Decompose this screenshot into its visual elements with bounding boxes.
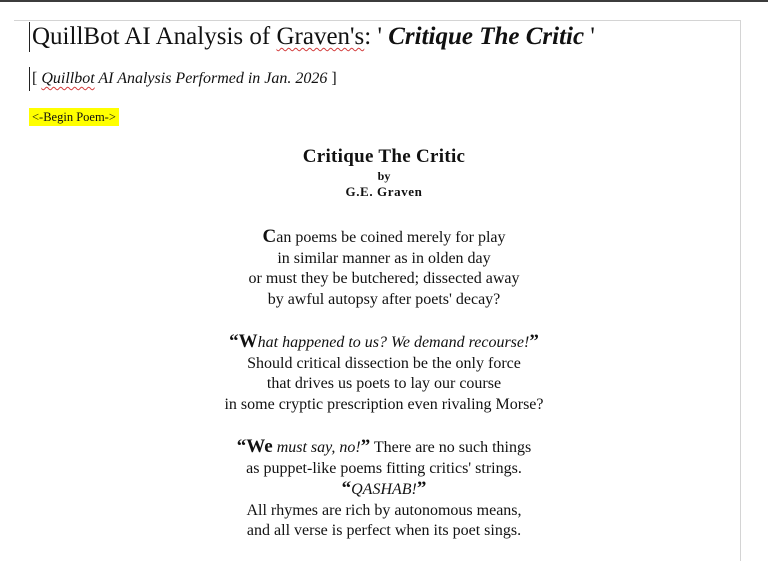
title-prefix: QuillBot AI Analysis of — [32, 23, 277, 50]
stanza-1 — [0, 227, 768, 310]
stanza-2-line-2: Should critical dissection be the only force — [247, 354, 521, 372]
title-poem-name: Critique The Critic — [388, 23, 585, 50]
note-close-bracket: ] — [327, 70, 337, 87]
stanza-2 — [0, 332, 768, 415]
stanza-3-line-5: and all verse is perfect when its poet sings. — [246, 522, 522, 539]
stanza-3-line-2: as puppet-like poems fitting critics' strings. — [246, 459, 522, 477]
stanza-3-line-1: “We must say, no!” There are no such things — [236, 436, 532, 457]
document-title[interactable] — [32, 22, 595, 52]
analysis-note[interactable] — [32, 69, 337, 89]
stanza-3-line-4: All rhymes are rich by autonomous means, — [246, 501, 522, 519]
stanza-1-line-3: or must they be butchered; dissected away — [248, 270, 520, 287]
text-cursor — [29, 22, 30, 52]
note-open-bracket: [ — [32, 70, 42, 87]
note-text: AI Analysis Performed in Jan. 2026 — [94, 70, 328, 87]
text-cursor-line — [29, 67, 30, 91]
title-end: ' — [584, 23, 595, 50]
title-author-name: Graven's — [276, 23, 365, 50]
stanza-1-line-1-rest: an poems be coined merely for play — [276, 229, 506, 246]
poem-author: G.E. Graven — [345, 184, 423, 199]
begin-poem-marker: <-Begin Poem-> — [29, 108, 119, 126]
title-separator: : ' — [364, 23, 389, 50]
stanza-1-line-2: in similar manner as in olden day — [277, 249, 491, 267]
stanza-1-line-4: by awful autopsy after poets' decay? — [267, 290, 501, 308]
stanza-1-line-1: Can poems be coined merely for play — [262, 226, 506, 247]
poem-title: Critique The Critic — [302, 146, 466, 167]
window-top-border — [0, 0, 768, 2]
stanza-3 — [0, 437, 768, 542]
stanza-3-line-3: “QASHAB!” — [341, 478, 427, 499]
note-brand: Quillbot — [41, 70, 95, 87]
stanza-2-line-3: that drives us poets to lay our course — [266, 375, 502, 392]
stanza-2-line-1: “What happened to us? We demand recourse!” — [229, 331, 539, 352]
poem-byline: by — [377, 169, 391, 183]
stanza-2-line-4: in some cryptic prescription even rivaling Morse? — [224, 395, 544, 413]
